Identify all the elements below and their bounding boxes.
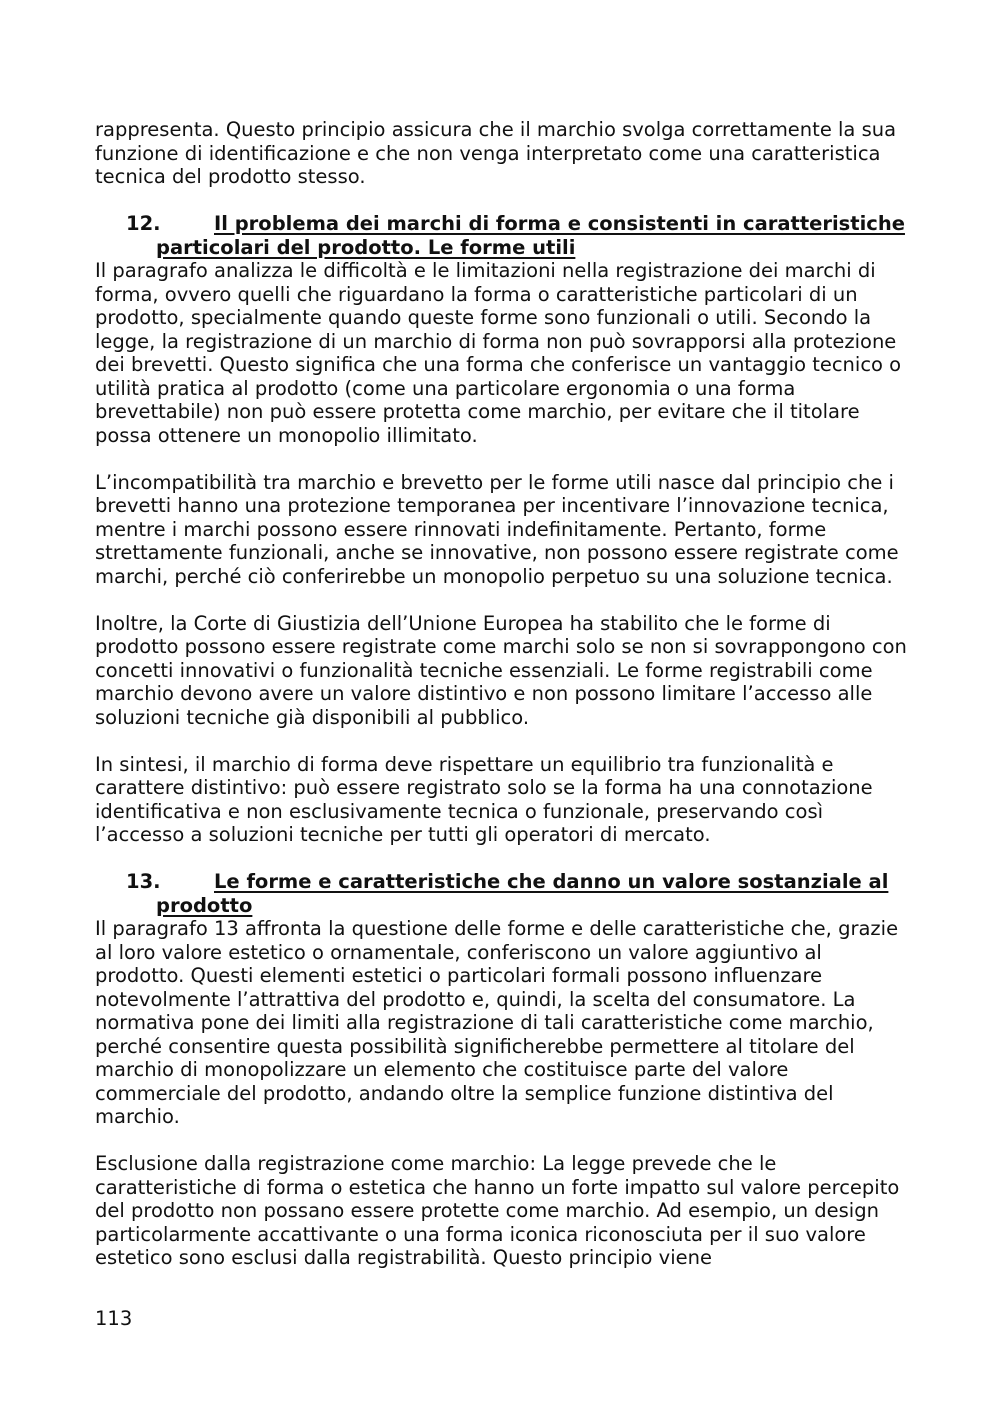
section-12-paragraph: Inoltre, la Corte di Giustizia dell’Unione Europea ha stabilito che le forme di prodotto possono essere registrate come marchi solo se non si sovrappongono con concetti innovativi o funzionalità tecniche essenziali. Le forme registrabili come marchio devono avere un valore distintivo e non possono limitare l’accesso alle soluzioni tecniche già disponibili al pubblico. [95, 611, 907, 729]
section-13-paragraph: Esclusione dalla registrazione come marchio: La legge prevede che le caratteristiche di forma o estetica che hanno un forte impatto sul valore percepito del prodotto non possano essere protette come marchio. Ad esempio, un design particolarmente accattivante o una forma iconica riconosciuta per il suo valore estetico sono esclusi dalla registrabilità. Questo principio viene [95, 1152, 900, 1269]
section-number-13: 13. [126, 870, 161, 893]
section-heading-12 [95, 212, 915, 259]
section-heading-13 [95, 870, 915, 917]
section-title-13: Le forme e caratteristiche che danno un valore sostanziale al prodotto [156, 870, 889, 917]
page-number: 113 [95, 1307, 133, 1330]
body-text [95, 118, 915, 1270]
section-12-paragraph: In sintesi, il marchio di forma deve rispettare un equilibrio tra funzionalità e carattere distintivo: può essere registrato solo se la forma ha una connotazione identificativa e non esclusivamente tecnica o funzionale, preservando così l’accesso a soluzioni tecniche per tutti gli operatori di mercato. [95, 752, 873, 846]
section-number-12: 12. [126, 212, 161, 235]
section-12-paragraph: L’incompatibilità tra marchio e brevetto per le forme utili nasce dal principio che i brevetti hanno una protezione temporanea per incentivare l’innovazione tecnica, mentre i marchi possono essere rinnovati indefinitamente. Pertanto, forme strettamente funzionali, anche se innovative, non possono essere registrate come marchi, perché ciò conferirebbe un monopolio perpetuo su una soluzione tecnica. [95, 470, 899, 588]
section-12-paragraph: Il paragrafo analizza le difficoltà e le limitazioni nella registrazione dei marchi di forma, ovvero quelli che riguardano la forma o caratteristiche particolari di un prodotto, specialmente quando queste forme sono funzionali o utili. Secondo la legge, la registrazione di un marchio di forma non può sovrapporsi alla protezione dei brevetti. Questo significa che una forma che conferisce un vantaggio tecnico o utilità pratica al prodotto (come una particolare ergonomia o una forma brevettabile) non può essere protetta come marchio, per evitare che il titolare possa ottenere un monopolio illimitato. [95, 259, 902, 447]
section-13-paragraph: Il paragrafo 13 affronta la questione delle forme e delle caratteristiche che, grazie al loro valore estetico o ornamentale, conferiscono un valore aggiuntivo al prodotto. Questi elementi estetici o particolari formali possono influenzare notevolmente l’attrattiva del prodotto e, quindi, la scelta del consumatore. La normativa pone dei limiti alla registrazione di tali caratteristiche come marchio, perché consentire questa possibilità significherebbe permettere al titolare del marchio di monopolizzare un elemento che costituisce parte del valore commerciale del prodotto, andando oltre la semplice funzione distintiva del marchio. [95, 917, 899, 1128]
section-title-12: Il problema dei marchi di forma e consistenti in caratteristiche particolari del prodotto. Le forme utili [156, 212, 905, 259]
opening-paragraph: rappresenta. Questo principio assicura che il marchio svolga correttamente la sua funzione di identificazione e che non venga interpretato come una caratteristica tecnica del prodotto stesso. [95, 118, 897, 188]
